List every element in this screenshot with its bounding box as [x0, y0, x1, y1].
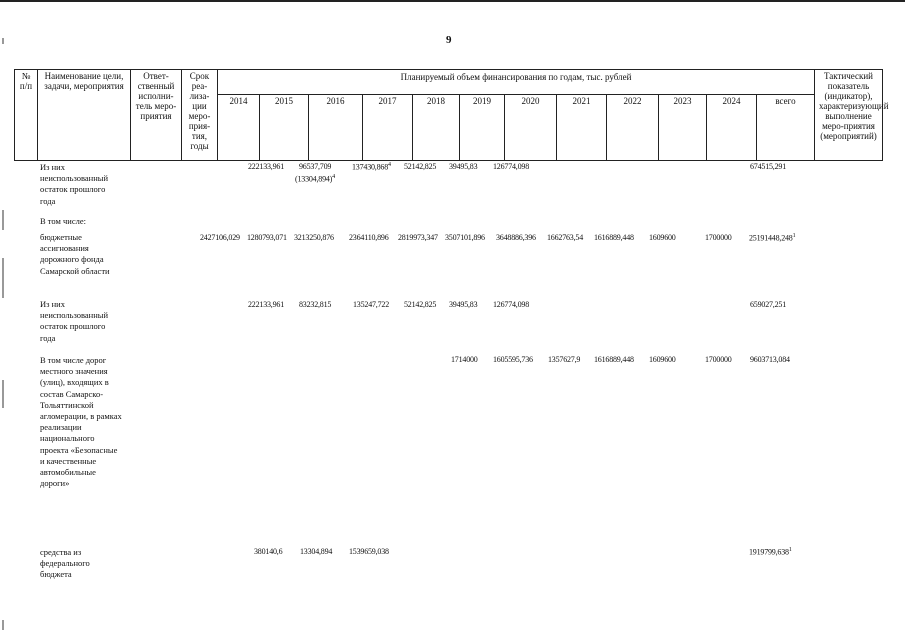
cell-2017: 137430,868$^4$	[352, 162, 391, 172]
row-label: В том числе дорог местного значения (улиц), входящих в состав Самарско-Тольяттинской агломерации, в рамках реализации национального проекта «Безопасные и качественные автомобильные дороги»	[40, 355, 122, 489]
header-col-name: Наименование цели, задачи, мероприятия	[38, 70, 131, 161]
table-header	[14, 69, 889, 161]
cell-2015: 380140,6	[254, 547, 283, 556]
scan-margin-marks	[0, 0, 8, 640]
header-year-2018: 2018	[413, 95, 460, 161]
cell-2018: 52142,825	[404, 300, 437, 309]
header-year-2024: 2024	[707, 95, 757, 161]
header-year-2019: 2019	[460, 95, 505, 161]
cell-2017: 2364110,896	[349, 233, 389, 242]
header-year-2015: 2015	[260, 95, 309, 161]
cell-2017: 135247,722	[353, 300, 390, 309]
cell-2023: 1609600	[649, 355, 676, 364]
header-col-funding	[218, 70, 815, 95]
cell-2016-note: $(13304,894)^4$	[295, 174, 335, 184]
cell-total: 659027,251	[750, 300, 787, 309]
cell-total: 674515,291	[750, 162, 787, 171]
cell-2018: 52142,825	[404, 162, 437, 171]
cell-2016: 83232,815	[299, 300, 332, 309]
cell-2024: 1700000	[705, 233, 732, 242]
header-year-2023: 2023	[659, 95, 707, 161]
header-year-2017: 2017	[363, 95, 413, 161]
cell-2021: 1662763,54	[547, 233, 584, 242]
header-year-2021: 2021	[557, 95, 607, 161]
cell-2022: 1616889,448	[594, 233, 634, 242]
cell-2020: 126774,098	[493, 162, 530, 171]
cell-2018: 2819973,347	[398, 233, 438, 242]
cell-2021: 1357627,9	[548, 355, 581, 364]
row-label: средства из федерального бюджета	[40, 547, 90, 580]
header-col-indicator: Тактический показатель (индикатор), характеризующий выполнение меро-приятия (мероприятий)	[815, 70, 883, 161]
header-col-number: № п/п	[15, 70, 38, 161]
cell-2017: 1539659,038	[349, 547, 389, 556]
header-year-2016: 2016	[309, 95, 363, 161]
row-label: Из них неиспользованный остаток прошлого года	[40, 162, 109, 206]
header-year-total: всего	[757, 95, 815, 161]
cell-2019: 39495,83	[449, 300, 478, 309]
row-label: В том числе:	[40, 216, 86, 226]
cell-2023: 1609600	[649, 233, 676, 242]
header-col-term: Срок реа-лиза-ции меро-прия-тия, годы	[182, 70, 218, 161]
header-col-responsible: Ответ-ственный исполни-тель меро-приятия	[131, 70, 182, 161]
cell-2014: 2427106,029	[200, 233, 240, 242]
cell-2020: 126774,098	[493, 300, 530, 309]
page-number: 9	[446, 34, 452, 46]
row-label: бюджетные ассигнования дорожного фонда Самарской области	[40, 232, 110, 276]
cell-2015: 222133,961	[248, 300, 285, 309]
header-year-2022: 2022	[607, 95, 659, 161]
cell-2015: 1280793,071	[247, 233, 287, 242]
cell-2015: 222133,961	[248, 162, 285, 171]
cell-2019: 3507101,896	[445, 233, 485, 242]
cell-total: 1919799,638$^1$	[749, 547, 792, 557]
cell-2019: 1714000	[451, 355, 478, 364]
header-funding-label: Планируемый объем финансирования по годам, тыс. рублей	[400, 72, 632, 82]
cell-2022: 1616889,448	[594, 355, 634, 364]
cell-2016: 96537,709	[299, 162, 332, 171]
cell-2019: 39495,83	[449, 162, 478, 171]
cell-2016: 13304,894	[300, 547, 333, 556]
header-year-2014: 2014	[218, 95, 260, 161]
header-year-2020: 2020	[505, 95, 557, 161]
cell-total: 25191448,248$^1$	[749, 233, 796, 243]
cell-2020: 3648886,396	[496, 233, 536, 242]
cell-2024: 1700000	[705, 355, 732, 364]
cell-2016: 3213250,876	[294, 233, 334, 242]
top-border-line	[0, 0, 905, 2]
row-label: Из них неиспользованный остаток прошлого года	[40, 299, 109, 343]
cell-total: 9603713,084	[750, 355, 790, 364]
cell-2020: 1605595,736	[493, 355, 533, 364]
